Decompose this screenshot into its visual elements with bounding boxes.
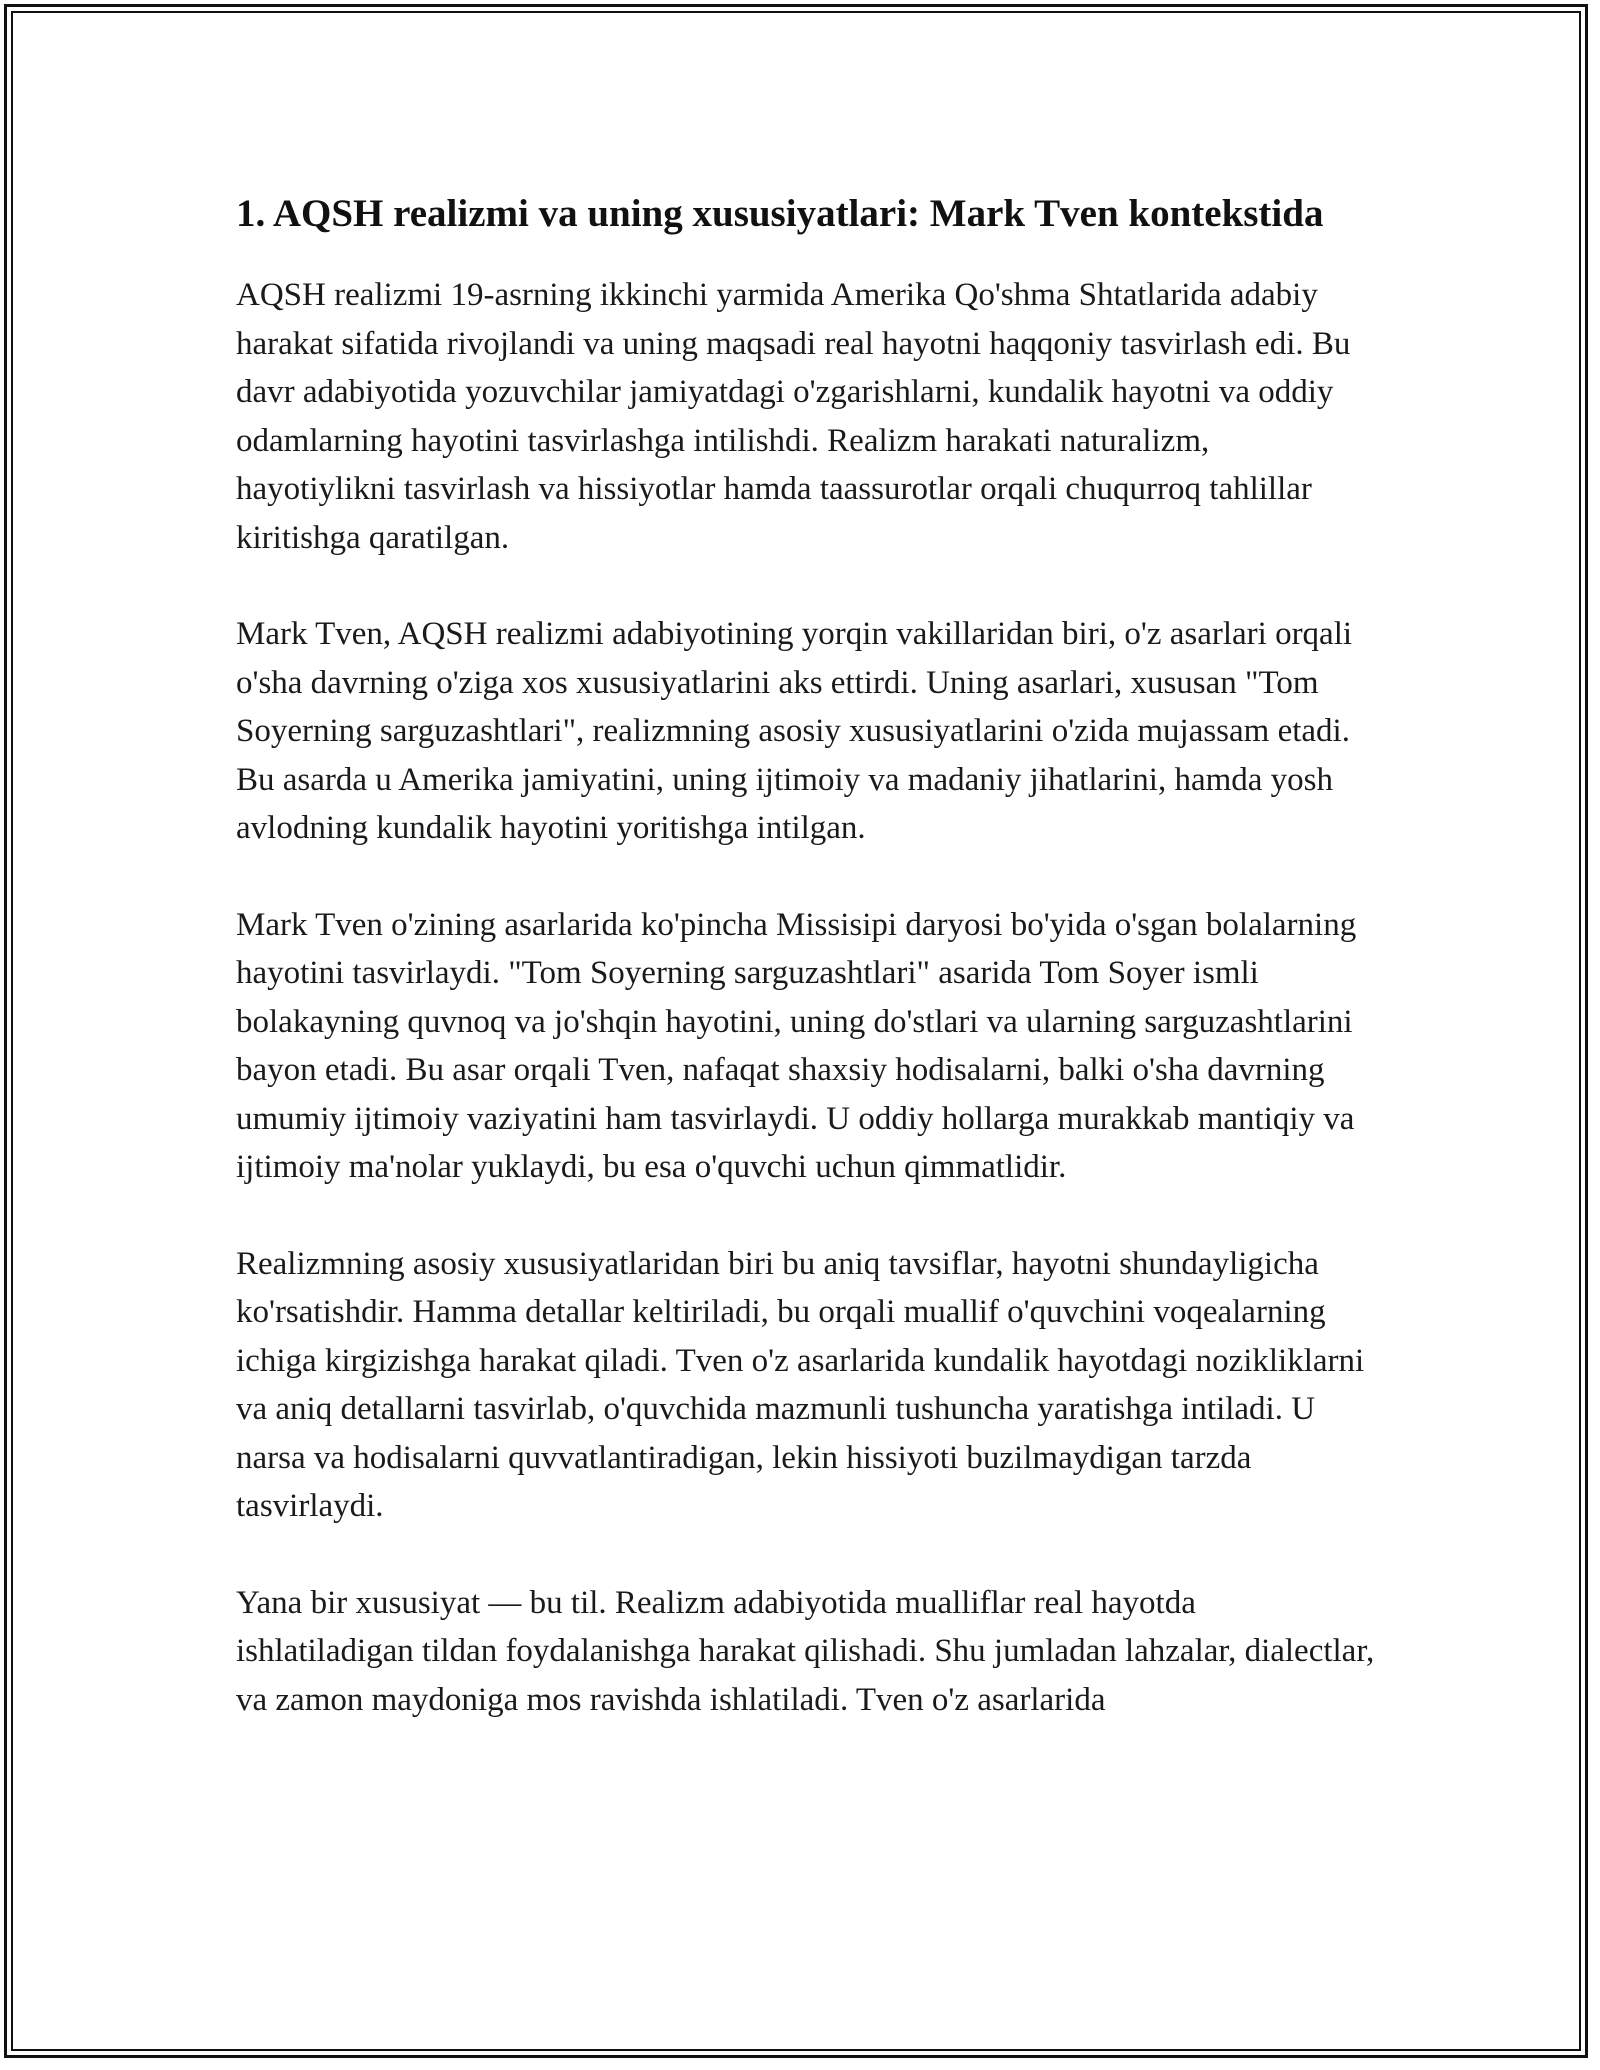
paragraph: AQSH realizmi 19-asrning ikkinchi yarmida Amerika Qo'shma Shtatlarida adabiy harakat sifatida rivojlandi va uning maqsadi real hayotni haqqoniy tasvirlash edi. Bu davr adabiyotida yozuvchilar jamiyatdagi o'zgarishlarni, kundalik hayotni va oddiy odamlarning hayotini tasvirlashga intilishdi. Realizm harakati naturalizm, hayotiylikni tasvirlash va hissiyotlar hamda taassurotlar orqali chuqurroq tahlillar kiritishga qaratilgan. <box>236 277 1351 556</box>
section-heading: 1. AQSH realizmi va uning xususiyatlari: Mark Tven kontekstida <box>236 192 1324 235</box>
document-body <box>236 186 1376 1772</box>
paragraph: Yana bir xususiyat — bu til. Realizm adabiyotida mualliflar real hayotda ishlatiladigan tildan foydalanishga harakat qilishadi. Shu jumladan lahzalar, dialectlar, va zamon maydoniga mos ravishda ishlatiladi. Tven o'z asarlarida <box>236 1584 1375 1718</box>
paragraph: Mark Tven, AQSH realizmi adabiyotining yorqin vakillaridan biri, o'z asarlari orqali o'sha davrning o'ziga xos xususiyatlarini aks ettirdi. Uning asarlari, xususan "Tom Soyerning sarguzashtlari", realizmning asosiy xususiyatlarini o'zida mujassam etadi. Bu asarda u Amerika jamiyatini, uning ijtimoiy va madaniy jihatlarini, hamda yosh avlodning kundalik hayotini yoritishga intilgan. <box>236 616 1353 846</box>
paragraph: Mark Tven o'zining asarlarida ko'pincha Missisipi daryosi bo'yida o'sgan bolalarning hayotini tasvirlaydi. "Tom Soyerning sarguzashtlari" asarida Tom Soyer ismli bolakayning quvnoq va jo'shqin hayotini, uning do'stlari va ularning sarguzashtlarini bayon etadi. Bu asar orqali Tven, nafaqat shaxsiy hodisalarni, balki o'sha davrning umumiy ijtimoiy vaziyatini ham tasvirlaydi. U oddiy hollarga murakkab mantiqiy va ijtimoiy ma'nolar yuklaydi, bu esa o'quvchi uchun qimmatlidir. <box>236 906 1357 1185</box>
paragraph: Realizmning asosiy xususiyatlaridan biri bu aniq tavsiflar, hayotni shundayligicha ko'rsatishdir. Hamma detallar keltiriladi, bu orqali muallif o'quvchini voqealarning ichiga kirgizishga harakat qiladi. Tven o'z asarlarida kundalik hayotdagi nozikliklarni va aniq detallarni tasvirlab, o'quvchida mazmunli tushuncha yaratishga intiladi. U narsa va hodisalarni quvvatlantiradigan, lekin hissiyoti buzilmaydigan tarzda tasvirlaydi. <box>236 1245 1365 1524</box>
